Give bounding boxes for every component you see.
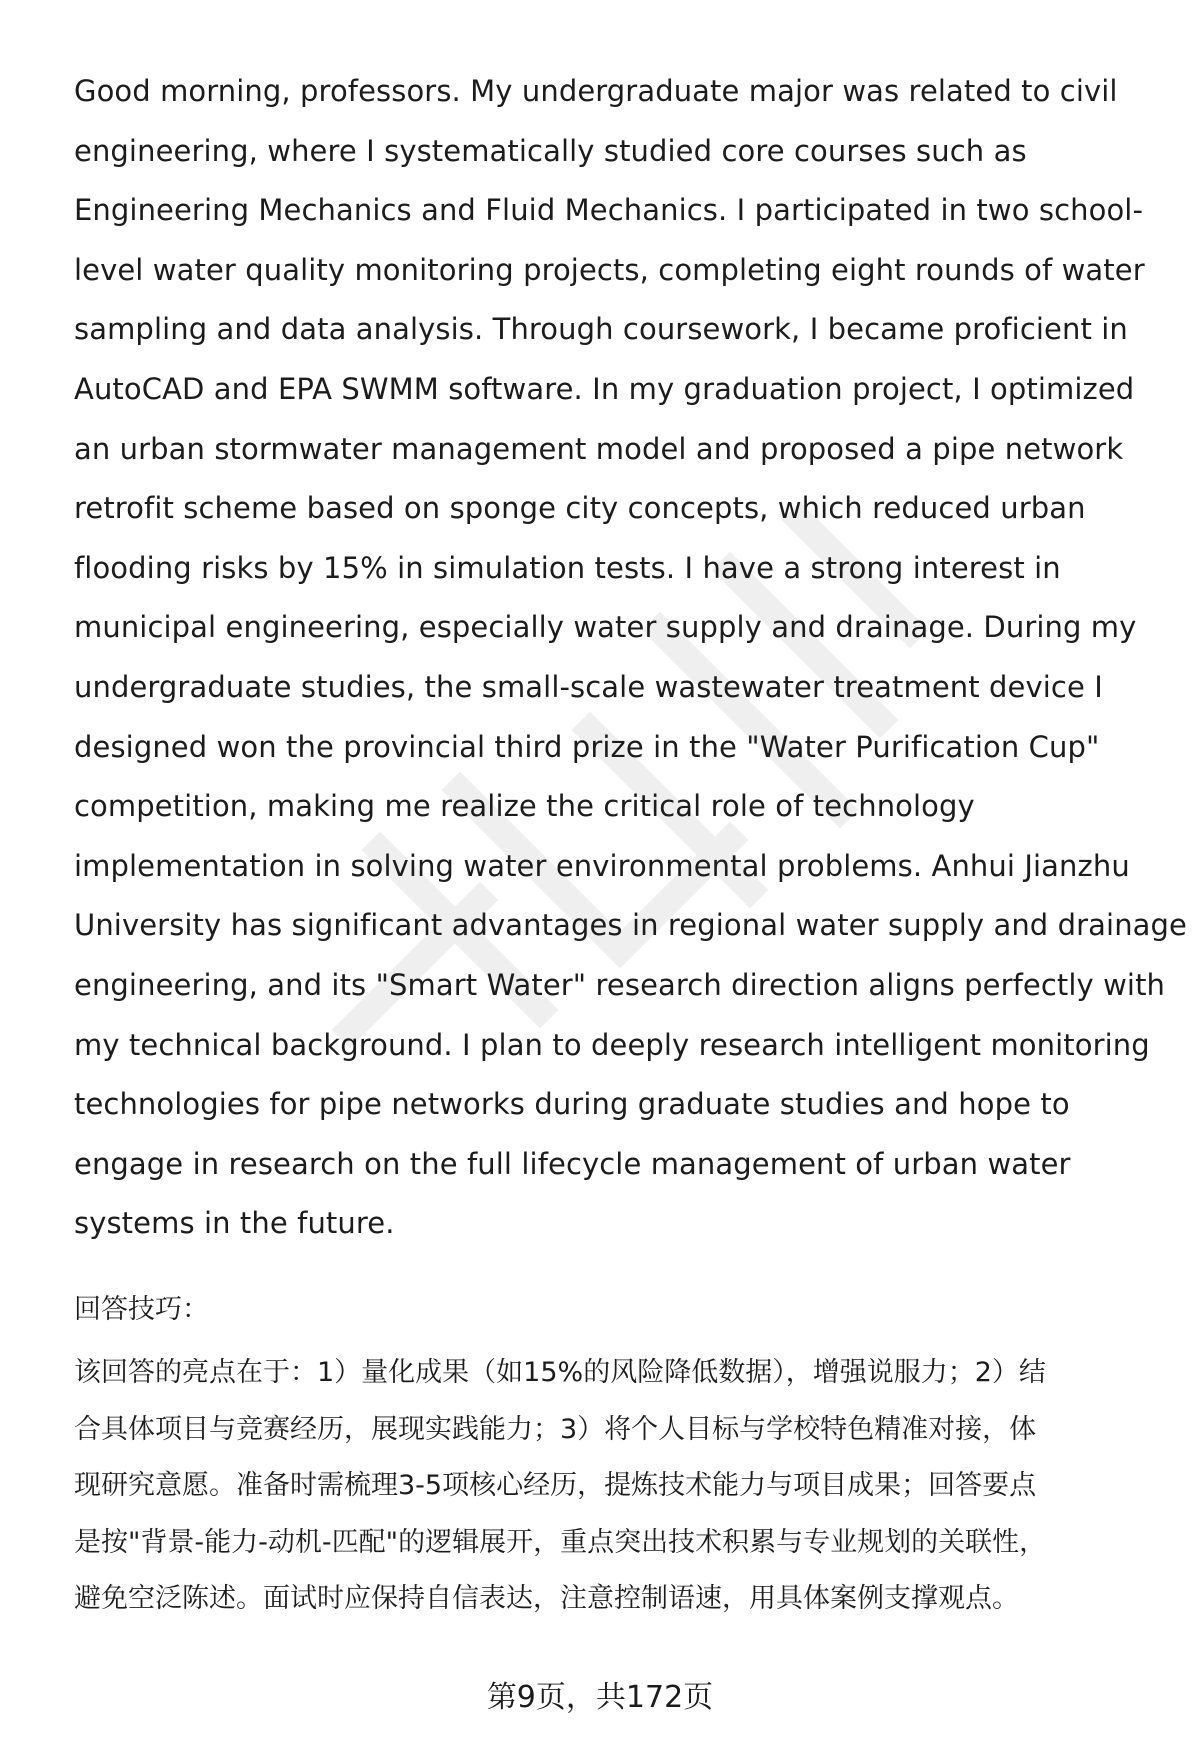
answer-line: implementation in solving water environmental problems. Anhui Jianzhu	[74, 848, 1130, 883]
answer-line: sampling and data analysis. Through coursework, I became proficient in	[74, 312, 1128, 347]
answer-line: municipal engineering, especially water supply and drainage. During my	[74, 610, 1137, 645]
answer-line: level water quality monitoring projects, completing eight rounds of water	[74, 252, 1145, 287]
tips-line: 合具体项目与竞赛经历，展现实践能力；3）将个人目标与学校特色精准对接，体	[74, 1413, 1037, 1445]
answer-line: my technical background. I plan to deeply research intelligent monitoring	[74, 1027, 1150, 1062]
tips-line: 该回答的亮点在于：1）量化成果（如15%的风险降低数据），增强说服力；2）结	[74, 1357, 1046, 1388]
answer-line: engage in research on the full lifecycle management of urban water	[74, 1146, 1071, 1181]
answer-line: retrofit scheme based on sponge city concepts, which reduced urban	[74, 491, 1086, 526]
page-number: 第9页，共172页	[486, 1680, 714, 1715]
answer-line: AutoCAD and EPA SWMM software. In my graduation project, I optimized	[74, 371, 1135, 406]
tips-heading: 回答技巧：	[74, 1294, 209, 1325]
answer-line: University has significant advantages in regional water supply and drainage	[74, 908, 1187, 943]
answer-line: Good morning, professors. My undergraduate major was related to civil	[74, 74, 1118, 108]
interview-answer	[74, 62, 1187, 1254]
answer-line: engineering, where I systematically studied core courses such as	[74, 133, 1027, 168]
answer-line: technologies for pipe networks during graduate studies and hope to	[74, 1087, 1070, 1122]
tips-line: 现研究意愿。准备时需梳理3-5项核心经历，提炼技术能力与项目成果；回答要点	[74, 1470, 1037, 1501]
answer-line: Engineering Mechanics and Fluid Mechanics. I participated in two school-	[74, 193, 1144, 228]
answer-line: an urban stormwater management model and proposed a pipe network	[74, 431, 1124, 466]
answer-line: competition, making me realize the critical role of technology	[74, 789, 975, 824]
answer-line: engineering, and its "Smart Water" research direction aligns perfectly with	[74, 967, 1166, 1002]
tips-line: 避免空泛陈述。面试时应保持自信表达，注意控制语速，用具体案例支撑观点。	[74, 1583, 1019, 1614]
answer-line: designed won the provincial third prize in the "Water Purification Cup"	[74, 729, 1100, 764]
answer-line: flooding risks by 15% in simulation tests. I have a strong interest in	[74, 550, 1061, 585]
tips-line: 是按"背景-能力-动机-匹配"的逻辑展开，重点突出技术积累与专业规划的关联性，	[74, 1526, 1047, 1558]
answer-line: systems in the future.	[74, 1206, 395, 1241]
tips-body	[74, 1345, 1164, 1628]
answer-line: undergraduate studies, the small-scale wastewater treatment device I	[74, 669, 1103, 704]
